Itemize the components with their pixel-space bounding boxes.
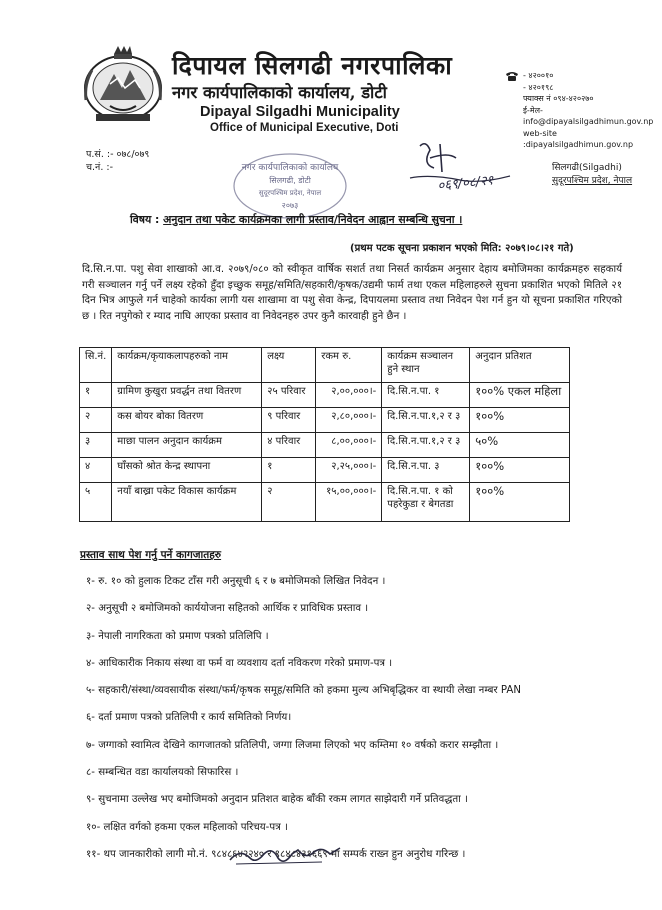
- cell-target: २: [262, 483, 316, 522]
- cell-program: माछा पालन अनुदान कार्यक्रम: [112, 433, 262, 458]
- table-row: [80, 458, 570, 483]
- cell-sn: ३: [80, 433, 112, 458]
- telephone-icon: [505, 71, 519, 81]
- cell-target: ४ परिवार: [262, 433, 316, 458]
- signature-date: ०६९/०८/२१: [436, 173, 495, 194]
- stamp-line-3: सुदूरपश्चिम प्रदेश, नेपाल: [258, 189, 322, 197]
- cell-sn: २: [80, 408, 112, 433]
- col-header-target: लक्ष्य: [262, 348, 316, 383]
- cell-program: ग्रामिण कुखुरा प्रवर्द्धन तथा वितरण: [112, 383, 262, 408]
- program-table: [79, 347, 570, 522]
- list-item: १- रु. १० को हुलाक टिकट टाँस गरी अनुसूची ६ र ७ बमोजिमको लिखित निवेदन ।: [86, 576, 386, 587]
- phone-number-2: - ४२०१९८: [523, 82, 554, 92]
- reference-number: प.सं. :- ०७८/०७९: [86, 149, 150, 160]
- col-header-amount: रकम रु.: [316, 348, 382, 383]
- phone-number-1: - ४२००१०: [523, 71, 554, 80]
- cell-amount: २,००,०००।-: [316, 383, 382, 408]
- cell-location: दि.सि.न.पा. १ को पहरेकुडा र बेगतडा: [382, 483, 470, 522]
- cell-program: कस बोयर बोका वितरण: [112, 408, 262, 433]
- col-header-location: कार्यक्रम सञ्चालन हुने स्थान: [382, 348, 470, 383]
- cell-sn: १: [80, 383, 112, 408]
- subject-text: अनुदान तथा पकेट कार्यक्रमका लागी प्रस्ताव/निवेदन आह्वान सम्बन्धि सुचना ।: [163, 213, 463, 226]
- cell-location: दि.सि.न.पा.१,२ र ३: [382, 408, 470, 433]
- subject-label: विषय :: [130, 213, 160, 226]
- cell-amount: १५,००,०००।-: [316, 483, 382, 522]
- publication-date: (प्रथम पटक सूचना प्रकाशन भएको मिति: २०७९।०८।२१ गते): [350, 243, 574, 254]
- table-row: [80, 408, 570, 433]
- col-header-program: कार्यक्रम/कृयाकलापहरुको नाम: [112, 348, 262, 383]
- list-item: ११- थप जानकारीको लागी मो.नं. ९८४८६४२२४० र ९८४८४३१६६९ मा सम्पर्क राख्न हुन अनुरोध गरिन्छ ।: [86, 848, 466, 860]
- cell-grant: १००%: [470, 483, 570, 522]
- dispatch-number: च.नं. :-: [86, 162, 113, 173]
- notice-paragraph: दि.सि.न.पा. पशु सेवा शाखाको आ.व. २०७९/०८० को स्वीकृत वार्षिक सशर्त तथा निसर्त कार्यक्रम अनुसार देहाय बमोजिमका कार्यक्रमहरु सहकार्य गरी सञ्चालन गर्नु पर्ने लक्ष्य रहेको हुँदा इच्छुक समूह/समिति/सहकारी/कृषक/उद्यमी फार्म तथा एकल महिलाहरुले सुचना प्रकाशित भएको मितिले २१ दिन भित्र आफुले गर्न चाहेको कार्यका लागी यस शाखामा वा पशु सेवा केन्द्र, दिपायलमा प्रस्ताव तथा निवेदन पेश गर्न हुन यो सूचना प्रकाशित गरिएको छ । रित नपुगेको र म्याद नाघि आएका प्रस्ताव वा निवेदनहरु उपर कुनै कारवाही हुने छैन ।: [82, 264, 622, 322]
- table-header-row: [80, 348, 570, 383]
- office-title-np: नगर कार्यपालिकाको कार्यालय, डोटी: [172, 83, 387, 102]
- email-address[interactable]: ई-मेल-info@dipayalsilgadhimun.gov.np: [523, 105, 654, 126]
- cell-amount: २,८०,०००।-: [316, 408, 382, 433]
- fax-number: फ्याक्स नं ०९४-४२०२७०: [523, 94, 594, 103]
- cell-grant: १००% एकल महिला: [470, 383, 570, 408]
- col-header-sn: सि.नं.: [80, 348, 112, 383]
- list-item: ३- नेपाली नागरिकता को प्रमाण पत्रको प्रतिलिपि ।: [86, 630, 269, 642]
- cell-target: १: [262, 458, 316, 483]
- cell-grant: १००%: [470, 408, 570, 433]
- cell-grant: ५०%: [470, 433, 570, 458]
- cell-sn: ५: [80, 483, 112, 522]
- bottom-signature: [226, 842, 346, 872]
- cell-location: दि.सि.न.पा. १: [382, 383, 470, 408]
- office-location-line-1: सिलगढी(Silgadhi): [552, 163, 622, 173]
- website-address[interactable]: web-site :dipayalsilgadhimun.gov.np: [523, 128, 634, 149]
- col-header-grant: अनुदान प्रतिशत: [470, 348, 570, 383]
- list-item: ६- दर्ता प्रमाण पत्रको प्रतिलिपी र कार्य समितिको निर्णय।: [86, 712, 292, 724]
- cell-location: दि.सि.न.पा.१,२ र ३: [382, 433, 470, 458]
- list-item: ७- जग्गाको स्वामित्व देखिने कागजातको प्रतिलिपी, जग्गा लिजमा लिएको भए कम्तिमा १० वर्षको करार सम्झौता ।: [86, 739, 499, 751]
- subject-line: [130, 212, 462, 227]
- office-location-line-2: सुदूरपश्चिम प्रदेश, नेपाल: [552, 176, 633, 186]
- documents-heading: प्रस्ताव साथ पेश गर्नु पर्ने कागजातहरु: [80, 549, 222, 561]
- office-title-en: Office of Municipal Executive, Doti: [210, 122, 399, 134]
- cell-location: दि.सि.न.पा. ३: [382, 458, 470, 483]
- cell-grant: १००%: [470, 458, 570, 483]
- cell-sn: ४: [80, 458, 112, 483]
- stamp-line-1: नगर कार्यपालिकाको कार्यालय: [241, 163, 339, 173]
- municipality-title-en: Dipayal Silgadhi Municipality: [200, 104, 400, 120]
- municipality-title-np: दिपायल सिलगढी नगरपालिका: [172, 51, 453, 80]
- table-row: [80, 383, 570, 408]
- list-item: २- अनुसूची २ बमोजिमको कार्ययोजना सहितको आर्थिक र प्राविधिक प्रस्ताव ।: [86, 603, 369, 615]
- cell-target: २५ परिवार: [262, 383, 316, 408]
- cell-amount: २,२५,०००।-: [316, 458, 382, 483]
- table-row: [80, 483, 570, 522]
- list-item: ५- सहकारी/संस्था/व्यवसायीक संस्था/फर्म/कृषक समूह/समिति को हकमा मुल्य अभिबृद्धिकर वा स्थायी लेखा नम्बर PAN: [86, 685, 521, 697]
- cell-program: नयाँ बाख्रा पकेट विकास कार्यक्रम: [112, 483, 262, 522]
- nepal-emblem-icon: [80, 44, 166, 124]
- table-row: [80, 433, 570, 458]
- stamp-line-2: सिलगढी, डोटी: [269, 176, 311, 185]
- office-location: [552, 162, 632, 188]
- cell-program: घाँसको श्रोत केन्द्र स्थापना: [112, 458, 262, 483]
- list-item: १०- लक्षित वर्गको हकमा एकल महिलाको परिचय-पत्र ।: [86, 821, 288, 833]
- list-item: ९- सुचनामा उल्लेख भए बमोजिमको अनुदान प्रतिशत बाहेक बाँकी रकम लागत साझेदारी गर्ने प्रतिवद्धता ।: [86, 794, 468, 806]
- handwritten-signature: [400, 138, 530, 196]
- cell-target: ९ परिवार: [262, 408, 316, 433]
- phone-row: [505, 70, 655, 82]
- stamp-line-4: २०७३: [281, 201, 299, 210]
- cell-amount: ८,००,०००।-: [316, 433, 382, 458]
- list-item: ४- आधिकारीक निकाय संस्था वा फर्म वा व्यवशाय दर्ता नविकरण गरेको प्रमाण-पत्र ।: [86, 657, 393, 669]
- documents-list: [86, 568, 646, 868]
- list-item: ८- सम्बन्धित वडा कार्यालयको सिफारिस ।: [86, 767, 239, 779]
